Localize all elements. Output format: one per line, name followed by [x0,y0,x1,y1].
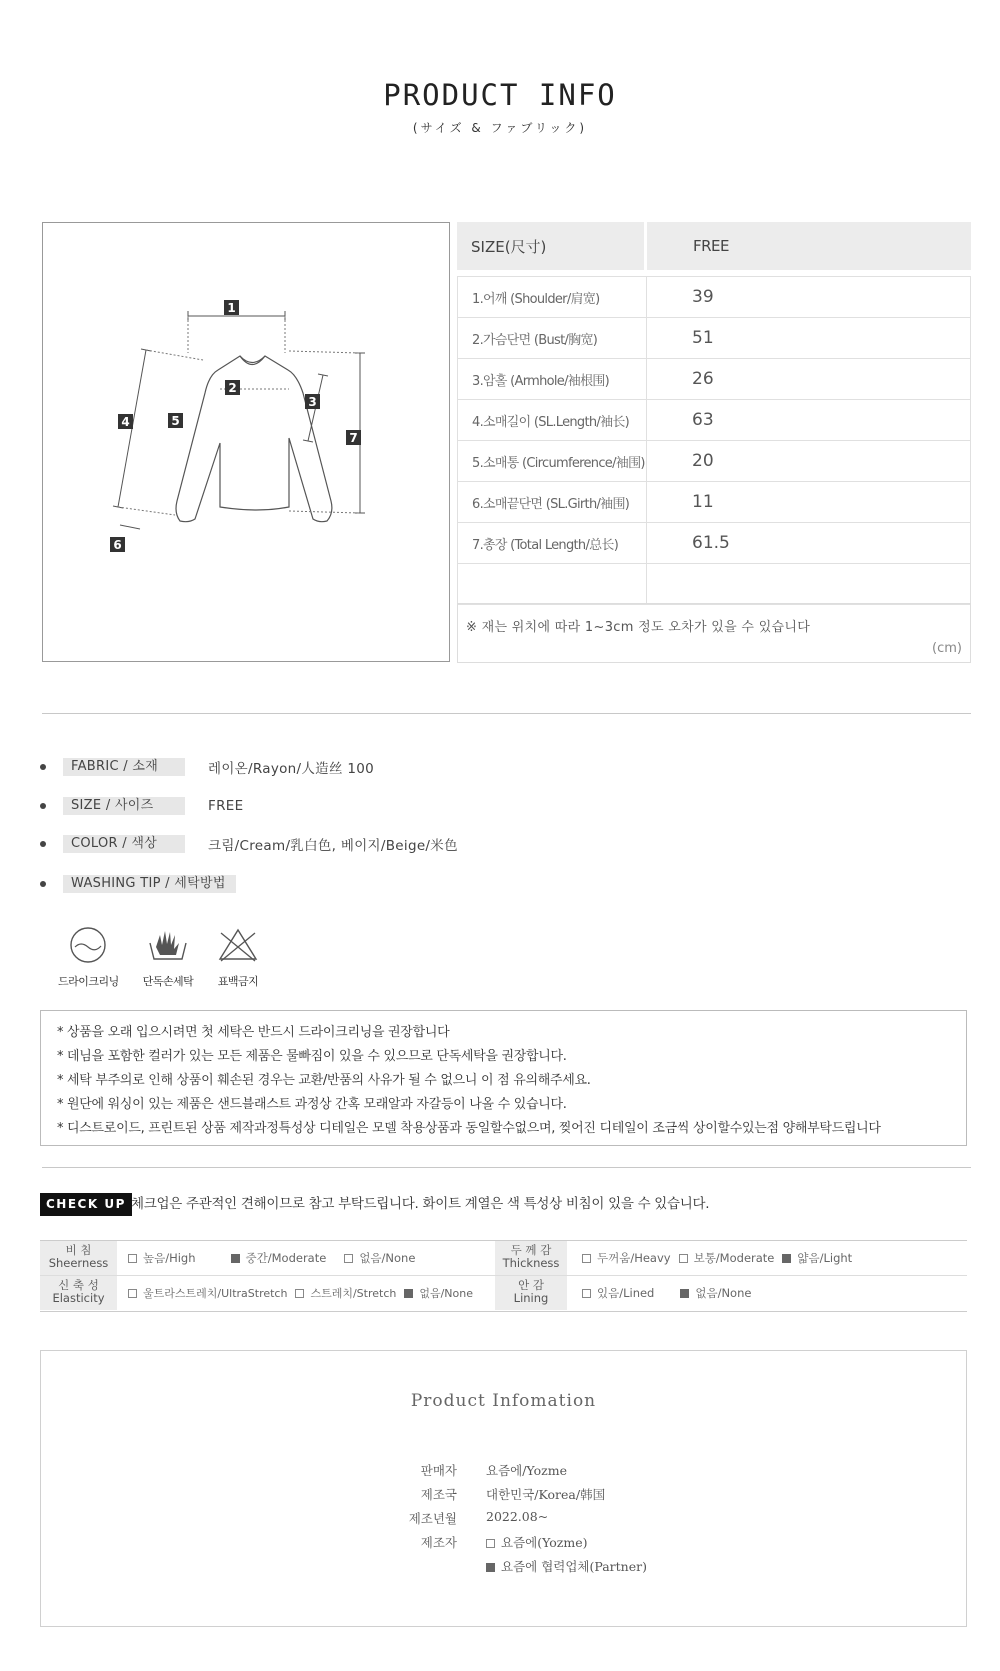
marker-6: 6 [113,538,122,552]
row-label [457,564,647,604]
size-header-label: SIZE(尺寸) [457,222,647,270]
table-row [457,277,971,318]
sweater-illustration [43,223,451,663]
measurement-diagram [42,222,450,662]
option-label: 있음/Lined [597,1286,655,1300]
option-label: 스트레치/Stretch [310,1287,397,1300]
marker-3: 3 [308,395,317,409]
checkbox-checked [782,1254,791,1263]
row-label: 2.가슴단면 (Bust/胸宽) [457,318,647,358]
size-note: ※ 재는 위치에 따라 1~3cm 정도 오차가 있을 수 있습니다 [466,620,811,635]
spec-fabric [40,756,375,778]
table-row [457,400,971,441]
checkbox-checked [486,1563,495,1572]
caution-line: * 세탁 부주의로 인해 상품이 훼손된 경우는 교환/반품의 사유가 될 수 없으니 이 점 유의해주세요. [57,1073,591,1088]
key-kr: 두 께 감 [510,1243,552,1257]
spec-value: 크림/Cream/乳白色, 베이지/Beige/米色 [208,838,458,854]
checkup-badge: CHECK UP [40,1193,132,1216]
checkup-text: 체크업은 주관적인 견해이므로 참고 부탁드립니다. 화이트 계열은 색 특성상 비침이 있을 수 있습니다. [131,1196,710,1212]
spec-value: FREE [208,798,244,814]
option-label: 없음/None [359,1251,416,1265]
washing-label: 드라이크리닝 [58,975,119,988]
no-bleach-icon [216,925,260,965]
maker-label: 요즘에(Yozme) [501,1535,588,1550]
care-caution-box [40,1010,967,1146]
bullet [40,881,46,887]
bullet [40,841,46,847]
caution-line: * 디스트로이드, 프린트된 상품 제작과정특성상 디테일은 모델 착용상품과 동일할수없으며, 찢어진 디테일이 조금씩 상이할수있는점 양해부탁드립니다 [57,1121,881,1136]
lining-options [582,1276,765,1310]
washing-dry-clean [58,925,118,989]
row-label: 5.소매통 (Circumference/袖围) [457,441,647,481]
caution-line: * 상품을 오래 입으시려면 첫 세탁은 반드시 드라이크리닝을 권장합니다 [57,1025,450,1040]
spec-size [40,795,244,817]
option-label: 두꺼움/Heavy [597,1251,671,1265]
key-en: Sheerness [48,1256,109,1270]
sheerness-key [40,1241,117,1275]
divider [42,1167,971,1168]
caution-line: * 데님을 포함한 컬러가 있는 모든 제품은 물빠짐이 있을 수 있으므로 단독세탁을 권장합니다. [57,1049,567,1064]
country-value: 대한민국/Korea/韩国 [486,1487,606,1502]
key-kr: 신 축 성 [58,1278,99,1292]
washing-no-bleach [208,925,268,989]
washing-label: 단독손세탁 [142,975,194,988]
spec-label: WASHING TIP / 세탁방법 [63,875,236,893]
row-value: 61.5 [647,523,971,563]
row-value: 51 [647,318,971,358]
spec-label: FABRIC / 소재 [63,758,185,776]
row-label: 7.총장 (Total Length/总长) [457,523,647,563]
measure-line-6 [120,525,140,529]
table-row [457,359,971,400]
option-label: 보통/Moderate [693,1251,775,1265]
fabric-attributes [40,1240,967,1312]
checkbox [344,1254,353,1263]
washing-label: 표백금지 [217,975,259,988]
caution-line: * 원단에 워싱이 있는 제품은 샌드블래스트 과정상 간혹 모래알과 자갈등이 나올 수 있습니다. [57,1097,567,1112]
row-label: 3.암홀 (Armhole/袖根围) [457,359,647,399]
checkbox [679,1254,688,1263]
marker-7: 7 [349,431,358,445]
elasticity-options [128,1276,487,1310]
marker-5: 5 [171,414,180,428]
marker-4: 4 [121,415,130,429]
option-label: 울트라스트레치/UltraStretch [143,1287,288,1300]
divider [42,713,971,714]
date-value: 2022.08~ [486,1509,549,1524]
spec-label: SIZE / 사이즈 [63,797,185,815]
size-unit: (cm) [932,641,962,656]
spec-color [40,833,458,855]
row-value: 63 [647,400,971,440]
seller-key: 판매자 [420,1463,457,1478]
row-label: 4.소매길이 (SL.Length/袖长) [457,400,647,440]
page-title: PRODUCT INFO [383,78,617,112]
key-kr: 비 침 [65,1243,92,1257]
spec-value: 레이온/Rayon/人造丝 100 [208,761,375,777]
row-value [647,564,971,604]
marker-1: 1 [227,301,236,315]
row-value: 11 [647,482,971,522]
checkbox-checked [231,1254,240,1263]
spec-washing [40,873,236,895]
size-note-box [457,603,971,663]
sheerness-options [128,1241,429,1275]
row-value: 26 [647,359,971,399]
table-row [457,318,971,359]
table-row [457,523,971,564]
maker-label: 요즘에 협력업체(Partner) [501,1559,647,1574]
maker-option [486,1533,588,1551]
option-label: 얇음/Light [797,1251,853,1265]
date-key: 제조년월 [408,1511,457,1526]
table-row [457,482,971,523]
checkbox [295,1289,304,1298]
spec-label: COLOR / 색상 [63,835,185,853]
elasticity-key [40,1276,117,1310]
marker-2: 2 [228,381,237,395]
neckline [240,356,265,365]
row-label: 1.어깨 (Shoulder/肩宽) [457,277,647,317]
washing-hand-wash [138,925,198,989]
checkbox [486,1539,495,1548]
maker-key: 제조자 [420,1535,457,1550]
table-row [457,564,971,605]
thickness-options [582,1241,866,1275]
checkbox [128,1254,137,1263]
lining-key [495,1276,567,1310]
row-label: 6.소매끝단면 (SL.Girth/袖围) [457,482,647,522]
key-en: Thickness [502,1256,560,1270]
seller-value: 요즘에/Yozme [486,1463,567,1478]
dry-clean-icon [68,925,108,965]
size-table-header [457,222,971,270]
checkbox [128,1289,137,1298]
hand-wash-icon [146,925,190,965]
table-row [457,441,971,482]
product-information-box [40,1350,967,1627]
key-en: Elasticity [52,1291,105,1305]
size-header-free: FREE [693,237,730,255]
checkbox-checked [404,1289,413,1298]
row-value: 39 [647,277,971,317]
country-key: 제조국 [420,1487,457,1502]
key-en: Lining [513,1291,549,1305]
row-value: 20 [647,441,971,481]
key-kr: 안 감 [518,1278,544,1292]
option-label: 없음/None [419,1287,473,1300]
option-label: 중간/Moderate [245,1251,327,1265]
checkbox-checked [680,1289,689,1298]
checkbox [582,1254,591,1263]
option-label: 없음/None [695,1286,752,1300]
size-table [457,222,971,605]
option-label: 높음/High [143,1251,196,1265]
product-information-title: Product Infomation [410,1391,597,1411]
page-subtitle: (サイズ & ファブリック) [412,121,588,135]
thickness-key [495,1241,567,1275]
checkbox [582,1289,591,1298]
bullet [40,764,46,770]
bullet [40,803,46,809]
maker-option [486,1557,647,1575]
